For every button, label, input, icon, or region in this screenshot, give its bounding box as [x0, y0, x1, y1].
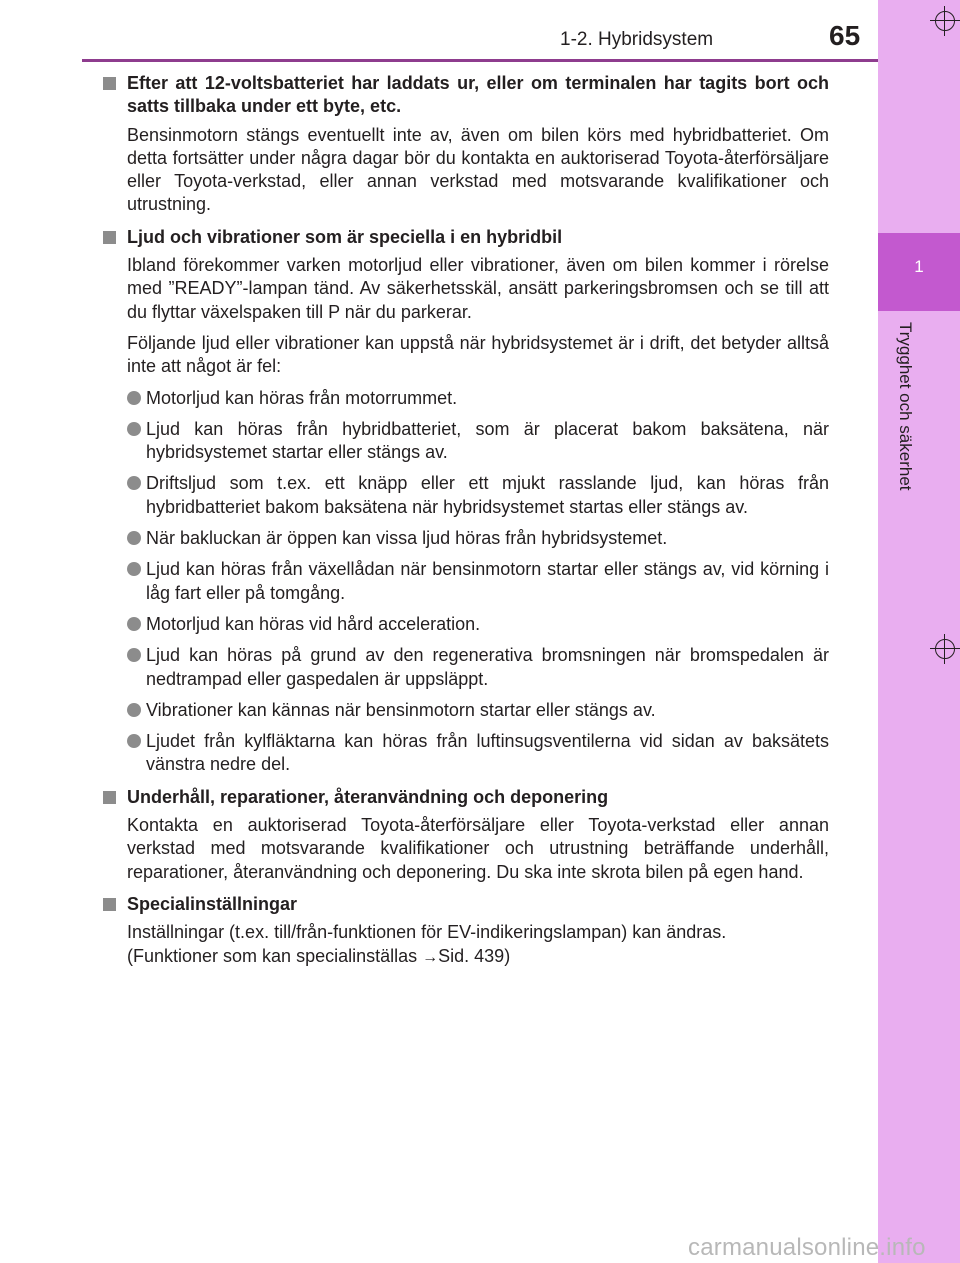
round-bullet-icon — [127, 617, 141, 631]
section-item — [103, 893, 829, 969]
item-heading: Specialinställningar — [127, 893, 298, 914]
list-item: Ljud kan höras från hybridbatteriet, som är placerat bakom baksätena, när hybridsystemet startar eller stängs av. — [127, 418, 829, 465]
page-content — [103, 72, 829, 969]
round-bullet-icon — [127, 703, 141, 717]
round-bullet-icon — [127, 648, 141, 662]
square-bullet-icon — [103, 77, 116, 90]
item-paragraph: Bensinmotorn stängs eventuellt inte av, även om bilen körs med hybridbatteriet. Om detta fortsätter under några dagar bör du kontakta en auktoriserad Toyota-återförsäljare eller Toyota-verkstad, eller annan verkstad med motsvarande kvalifikationer och utrustning. — [127, 124, 829, 215]
round-bullet-icon — [127, 562, 141, 576]
list-item: Motorljud kan höras från motorrummet. — [127, 387, 829, 410]
arrow-right-icon: → — [422, 948, 439, 966]
watermark: carmanualsonline.info — [688, 1234, 926, 1261]
list-item: Ljudet från kylfläktarna kan höras från luftinsugsventilerna vid sidan av baksätets vänstra nedre del. — [127, 730, 829, 777]
round-bullet-icon — [127, 476, 141, 490]
item-paragraph: Inställningar (t.ex. till/från-funktionen för EV-indikeringslampan) kan ändras. — [127, 922, 727, 943]
registration-mark-icon — [930, 6, 960, 36]
item-heading: Underhåll, reparationer, återanvändning och deponering — [127, 786, 609, 807]
section-item — [103, 72, 829, 217]
list-item: När bakluckan är öppen kan vissa ljud höras från hybridsystemet. — [127, 527, 829, 550]
chapter-number: 1 — [914, 257, 924, 276]
section-item — [103, 786, 829, 884]
list-item: Motorljud kan höras vid hård acceleration. — [127, 613, 829, 636]
square-bullet-icon — [103, 898, 116, 911]
round-bullet-icon — [127, 531, 141, 545]
square-bullet-icon — [103, 231, 116, 244]
chapter-side-tab — [878, 0, 960, 1263]
registration-mark-icon — [930, 634, 960, 664]
chapter-title: Trygghet och säkerhet — [896, 322, 915, 491]
item-heading: Efter att 12-voltsbatteriet har laddats ur, eller om terminalen har tagits bort och satts tillbaka under ett byte, etc. — [127, 73, 829, 117]
list-item: Vibrationer kan kännas när bensinmotorn startar eller stängs av. — [127, 699, 829, 722]
list-item: Ljud kan höras på grund av den regenerativa bromsningen när bromspedalen är nedtrampad eller gaspedalen är uppsläppt. — [127, 644, 829, 691]
square-bullet-icon — [103, 791, 116, 804]
section-title: 1-2. Hybridsystem — [560, 29, 714, 50]
header-rule — [82, 59, 878, 62]
list-item: Ljud kan höras från växellådan när bensinmotorn startar eller stängs av, vid körning i låg fart eller på tomgång. — [127, 558, 829, 605]
item-paragraph: Följande ljud eller vibrationer kan uppstå när hybridsystemet är i drift, det betyder alltså inte att något är fel: — [127, 332, 829, 377]
round-bullet-icon — [127, 734, 141, 748]
item-heading: Ljud och vibrationer som är speciella i en hybridbil — [127, 226, 563, 247]
round-bullet-icon — [127, 391, 141, 405]
item-paragraph: Kontakta en auktoriserad Toyota-återförsäljare eller Toyota-verkstad eller annan verkstad med motsvarande kvalifikationer och utrustning beträffande underhåll, reparationer, återanvändning och deponering. Du ska inte skrota bilen på egen hand. — [127, 815, 829, 882]
page-number: 65 — [829, 20, 861, 51]
list-item: Driftsljud som t.ex. ett knäpp eller ett mjukt rasslande ljud, kan höras från hybridbatteriet bakom baksätena när hybridsystemet startas eller stängs av. — [127, 472, 829, 519]
item-paragraph: Ibland förekommer varken motorljud eller vibrationer, även om bilen kommer i rörelse med ”READY”-lampan tänd. Av säkerhetsskäl, ansätt parkeringsbromsen och se till att du flyttar växelspaken till P när du parkerar. — [127, 255, 829, 322]
section-item — [103, 226, 829, 777]
page-link[interactable]: Sid. 439) — [438, 945, 511, 966]
round-bullet-icon — [127, 422, 141, 436]
page-reference: (Funktioner som kan specialinställas →Sid. 439) — [127, 945, 511, 966]
